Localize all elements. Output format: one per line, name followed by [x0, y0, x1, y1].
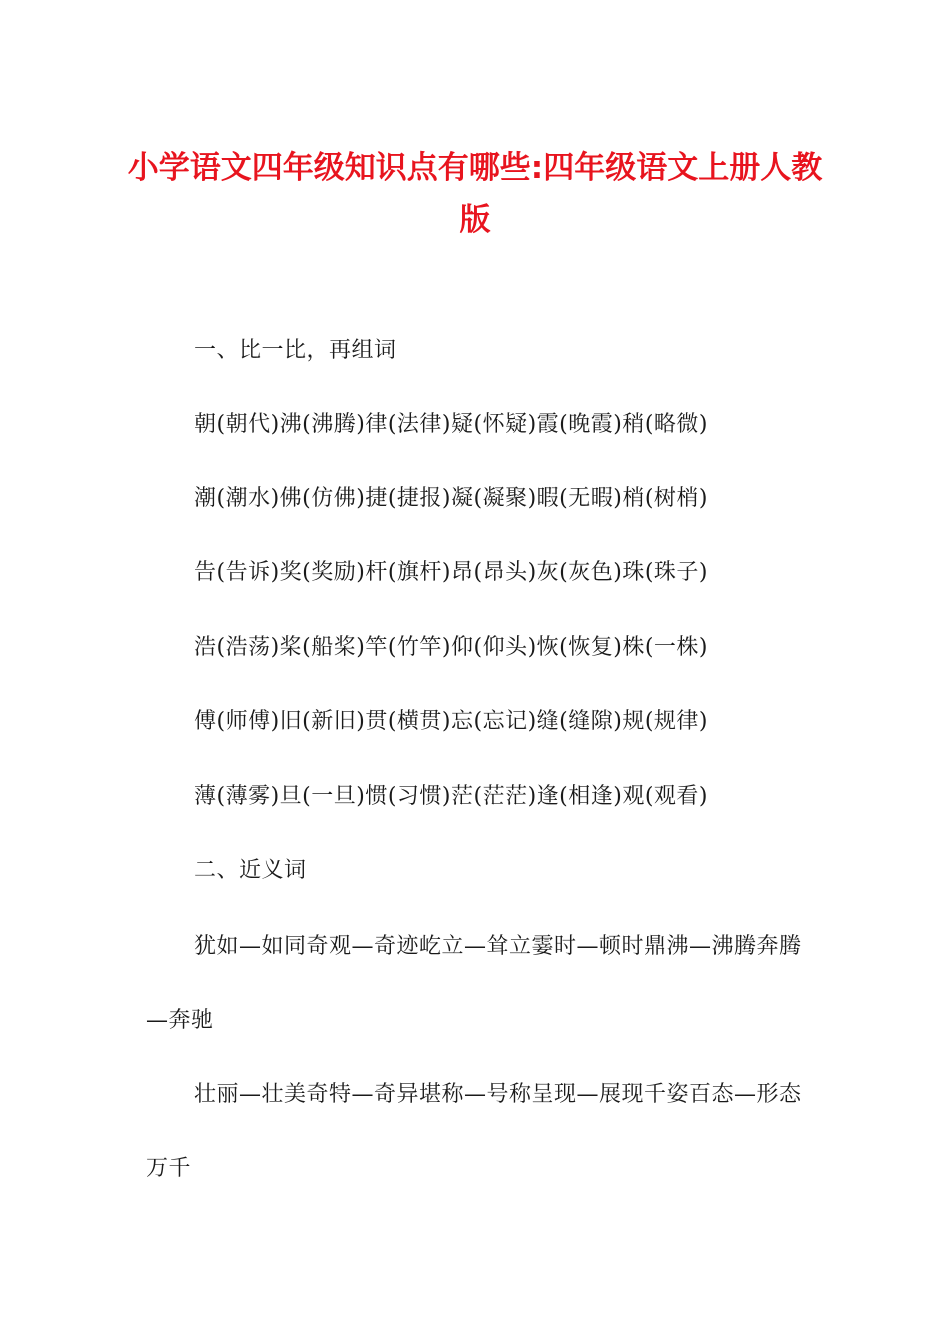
- word-group-line: 傅(师傅)旧(新旧)贯(横贯)忘(忘记)缝(缝隙)规(规律): [194, 709, 708, 734]
- document-title: 小学语文四年级知识点有哪些:四年级语文上册人教版: [127, 150, 823, 238]
- word-group-line: 告(告诉)奖(奖励)杆(旗杆)昂(昂头)灰(灰色)珠(珠子): [194, 560, 708, 585]
- word-group-line: 薄(薄雾)旦(一旦)惯(习惯)茫(茫茫)逢(相逢)观(观看): [194, 784, 708, 809]
- word-group-line: 浩(浩荡)桨(船桨)竿(竹竿)仰(仰头)恢(恢复)株(一株): [194, 635, 708, 660]
- synonym-paragraph: 壮丽—壮美奇特—奇异堪称—号称呈现—展现千姿百态—形态万千: [146, 1082, 802, 1181]
- section-heading: 一、比一比，再组词: [194, 338, 397, 363]
- section-heading: 二、近义词: [194, 858, 307, 883]
- word-group-line: 潮(潮水)佛(仿佛)捷(捷报)凝(凝聚)暇(无暇)梢(树梢): [194, 486, 708, 511]
- word-group-line: 朝(朝代)沸(沸腾)律(法律)疑(怀疑)霞(晚霞)稍(略微): [194, 412, 708, 437]
- synonym-paragraph: 犹如—如同奇观—奇迹屹立—耸立霎时—顿时鼎沸—沸腾奔腾—奔驰: [146, 934, 802, 1033]
